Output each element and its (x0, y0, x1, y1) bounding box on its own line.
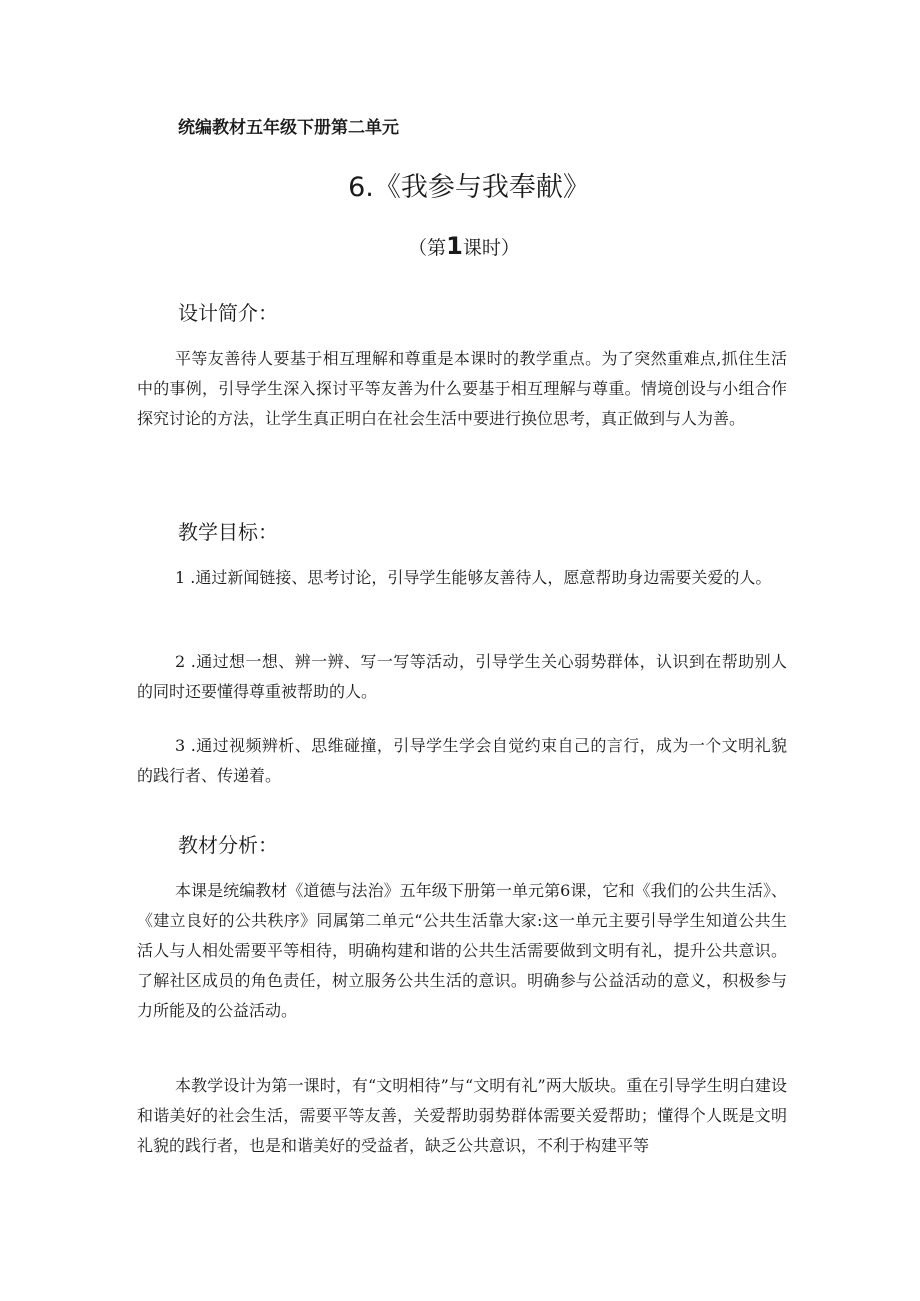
teaching-goal-item: 3 .通过视频辨析、思维碰撞，引导学生学会自觉约束自己的言行，成为一个文明礼貌的践行者、传递着。 (137, 736, 787, 785)
design-intro-heading: 设计简介： (178, 301, 278, 325)
teaching-goal-item: 1 .通过新闻链接、思考讨论，引导学生能够友善待人，愿意帮助身边需要关爱的人。 (175, 568, 772, 587)
unit-label: 统编教材五年级下册第二单元 (178, 118, 399, 138)
material-analysis-paragraph: 本教学设计为第一课时，有“文明相待”与“文明有礼”两大版块。重在引导学生明白建设和谐美好的社会生活，需要平等友善，关爱帮助弱势群体需要关爱帮助；懂得个人既是文明礼貌的践行者，也是和谐美好的受益者，缺乏公共意识，不利于构建平等 (137, 1076, 787, 1155)
lesson-title: 6.《我参与我奉献》 (348, 172, 590, 203)
teaching-goal-item: 2 .通过想一想、辨一辨、写一写等活动，引导学生关心弱势群体，认识到在帮助别人的同时还要懂得尊重被帮助的人。 (137, 652, 787, 701)
material-analysis-heading: 教材分析： (178, 833, 278, 857)
material-analysis-paragraph: 本课是统编教材《道德与法治》五年级下册第一单元第6课，它和《我们的公共生活》、《建立良好的公共秩序》同属第二单元“公共生活靠大家:这一单元主要引导学生知道公共生活人与人相处需要平等相待，明确构建和谐的公共生活需要做到文明有礼，提升公共意识。了解社区成员的角色责任，树立服务公共生活的意识。明确参与公益活动的意义，积极参与力所能及的公益活动。 (137, 881, 787, 1020)
period-suffix: 课时） (462, 237, 520, 259)
period-prefix: （第 (408, 237, 447, 259)
period-number: 1 (446, 232, 463, 260)
design-intro-paragraph: 平等友善待人要基于相互理解和尊重是本课时的教学重点。为了突然重难点,抓住生活中的事例，引导学生深入探讨平等友善为什么要基于相互理解与尊重。情境创设与小组合作探究讨论的方法，让学生真正明白在社会生活中要进行换位思考，真正做到与人为善。 (137, 349, 787, 428)
teaching-goals-heading: 教学目标： (178, 520, 278, 544)
lesson-period (0, 232, 920, 260)
